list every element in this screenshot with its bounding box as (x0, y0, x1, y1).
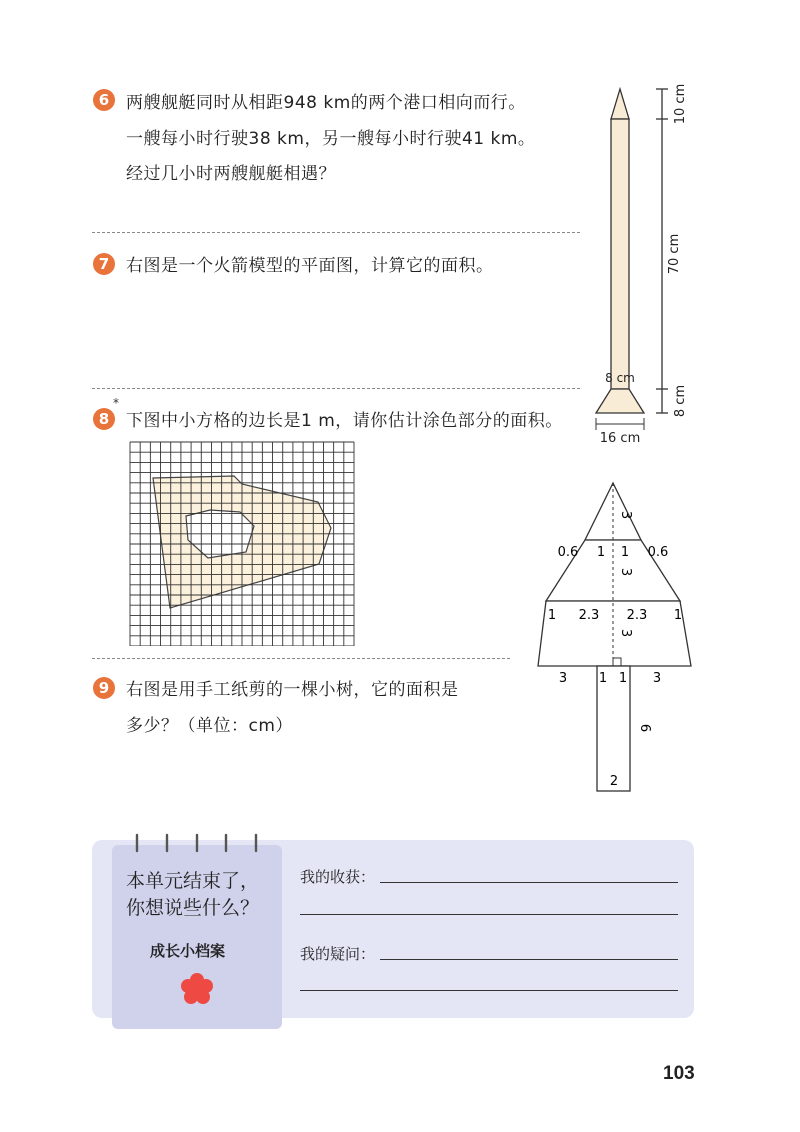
card-title-line-2: 你想说些什么？ (126, 897, 260, 919)
tree-label-2.3-right: 2.3 (626, 608, 648, 623)
spiral-rings (130, 831, 270, 855)
tree-label-top: 3 (618, 510, 633, 520)
problem-8-star: * (113, 396, 119, 410)
tree-label-1-right-b: 1 (673, 608, 683, 623)
tree-label-1-right-a: 1 (620, 545, 630, 560)
tree-label-1-left-b: 1 (547, 608, 557, 623)
tree-label-1-left-a: 1 (596, 545, 606, 560)
separator (92, 232, 580, 233)
rocket-base (596, 389, 644, 413)
problem-9-line-2: 多少？（单位：cm） (126, 716, 293, 736)
tree-label-3-bottom-left: 3 (558, 671, 568, 686)
rocket-nose (611, 89, 629, 119)
problem-7-number: 7 (93, 253, 115, 275)
tree-label-3-bottom-right: 3 (652, 671, 662, 686)
page-number: 103 (663, 1063, 695, 1084)
problem-6-number: 6 (93, 89, 115, 111)
rocket-base-width-label: 16 cm (599, 431, 641, 446)
tree-label-0.6-left: 0.6 (557, 545, 579, 560)
question-writing-line[interactable] (380, 959, 678, 960)
separator (92, 658, 510, 659)
grid-diagram (128, 440, 358, 646)
problem-9-line-1: 右图是用手工纸剪的一棵小树，它的面积是 (126, 680, 459, 700)
rocket-body (611, 119, 629, 389)
rocket-dim-base: 8 cm (673, 384, 688, 418)
problem-6-line-1: 两艘舰艇同时从相距948 km的两个港口相向而行。 (126, 93, 526, 113)
tree-diagram (530, 475, 700, 800)
problem-8-number: 8 (93, 408, 115, 430)
rocket-width-label: 8 cm (605, 371, 635, 385)
tree-label-2.3-left: 2.3 (578, 608, 600, 623)
question-writing-line-2[interactable] (300, 990, 678, 991)
gain-label: 我的收获： (300, 868, 376, 886)
gain-writing-line-2[interactable] (300, 914, 678, 915)
problem-6-line-3: 经过几小时两艘舰艇相遇？ (126, 164, 336, 184)
separator (92, 388, 580, 389)
problem-7-text: 右图是一个火箭模型的平面图，计算它的面积。 (126, 256, 494, 276)
tree-label-1-bottom-right: 1 (618, 671, 628, 686)
tree-trunk-width: 2 (609, 774, 619, 789)
gain-writing-line[interactable] (380, 882, 678, 883)
tree-trunk-height: 6 (637, 723, 652, 733)
tree-label-1-bottom-left: 1 (598, 671, 608, 686)
growth-archive-badge: 成长小档案 (150, 942, 226, 960)
rocket-diagram (590, 80, 700, 450)
card-title-line-1: 本单元结束了， (126, 870, 260, 892)
tree-label-mid: 3 (618, 567, 633, 577)
tree-label-0.6-right: 0.6 (647, 545, 669, 560)
tree-tier-3 (538, 601, 691, 666)
question-label: 我的疑问： (300, 945, 376, 963)
tree-label-bot: 3 (618, 628, 633, 638)
flower-icon (180, 972, 214, 1006)
problem-9-number: 9 (93, 677, 115, 699)
problem-8-text: 下图中小方格的边长是1 m，请你估计涂色部分的面积。 (126, 411, 563, 431)
rocket-dim-body: 70 cm (667, 233, 682, 275)
rocket-dim-top: 10 cm (673, 83, 688, 125)
problem-6-line-2: 一艘每小时行驶38 km，另一艘每小时行驶41 km。 (126, 129, 536, 149)
